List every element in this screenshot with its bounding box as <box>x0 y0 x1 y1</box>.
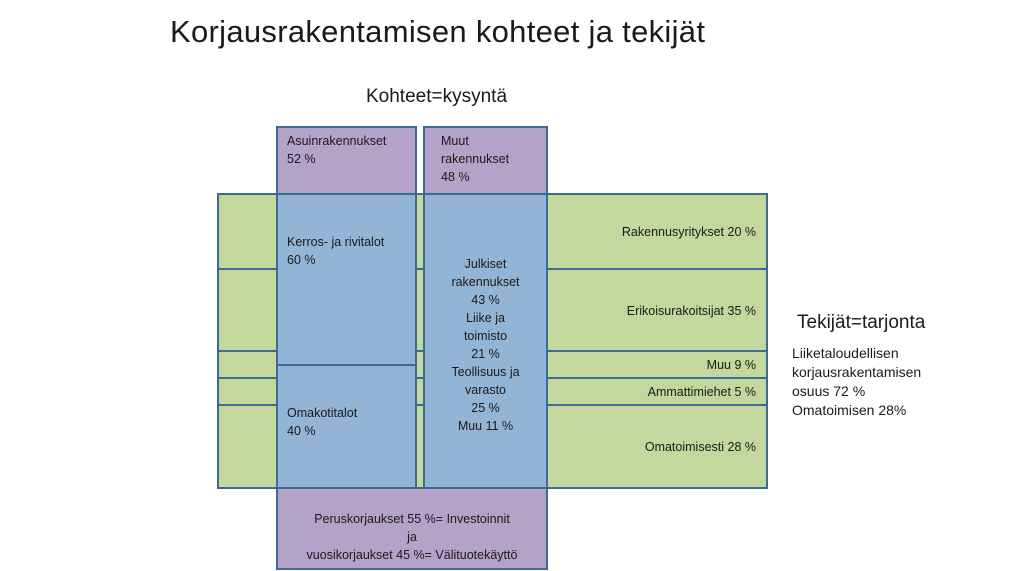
residential-apartments <box>276 193 417 366</box>
supply-note-line: korjausrakentamisen <box>792 364 922 380</box>
other-type-line: Liike ja <box>466 311 505 325</box>
actor-label: Omatoimisesti 28 % <box>644 440 756 454</box>
supply-note-line: osuus 72 % <box>792 383 866 399</box>
supply-note-line: Liiketaloudellisen <box>792 345 899 361</box>
other-label-line: Muut <box>441 134 469 148</box>
header-other <box>423 126 548 195</box>
supply-note <box>792 344 921 420</box>
other-value: 48 % <box>441 170 470 184</box>
other-type-line: Julkiset <box>464 257 507 271</box>
header-residential <box>276 126 417 195</box>
supply-label: Tekijät=tarjonta <box>797 312 926 333</box>
detached-label: Omakotitalot <box>287 406 358 420</box>
other-type-line: 43 % <box>471 293 500 307</box>
actor-label: Muu 9 % <box>706 358 756 372</box>
residential-value: 52 % <box>287 152 316 166</box>
actor-label: Erikoisurakoitsijat 35 % <box>626 304 756 318</box>
other-type-line: toimisto <box>463 329 508 343</box>
supply-note-line: Omatoimisen 28% <box>792 402 907 418</box>
other-buildings <box>423 193 548 489</box>
repair-type-box <box>276 487 548 570</box>
page-title: Korjausrakentamisen kohteet ja tekijät <box>170 14 706 49</box>
other-type-line: 21 % <box>471 347 500 361</box>
other-label-line: rakennukset <box>441 152 510 166</box>
detached-value: 40 % <box>287 424 316 438</box>
apartments-label: Kerros- ja rivitalot <box>287 235 385 249</box>
other-type-line: Teollisuus ja <box>451 365 520 379</box>
demand-label: Kohteet=kysyntä <box>366 86 508 107</box>
actor-label: Ammattimiehet 5 % <box>647 385 756 399</box>
other-type-line: 25 % <box>471 401 500 415</box>
repair-line: vuosikorjaukset 45 %= Välituotekäyttö <box>306 548 518 562</box>
other-type-line: Muu 11 % <box>457 419 514 433</box>
residential-detached <box>276 364 417 489</box>
residential-label: Asuinrakennukset <box>287 134 387 148</box>
actor-label: Rakennusyritykset 20 % <box>621 225 756 239</box>
other-type-line: rakennukset <box>451 275 520 289</box>
apartments-value: 60 % <box>287 253 316 267</box>
repair-line: ja <box>407 530 417 544</box>
repair-line: Peruskorjaukset 55 %= Investoinnit <box>314 512 510 526</box>
other-type-line: varasto <box>465 383 506 397</box>
